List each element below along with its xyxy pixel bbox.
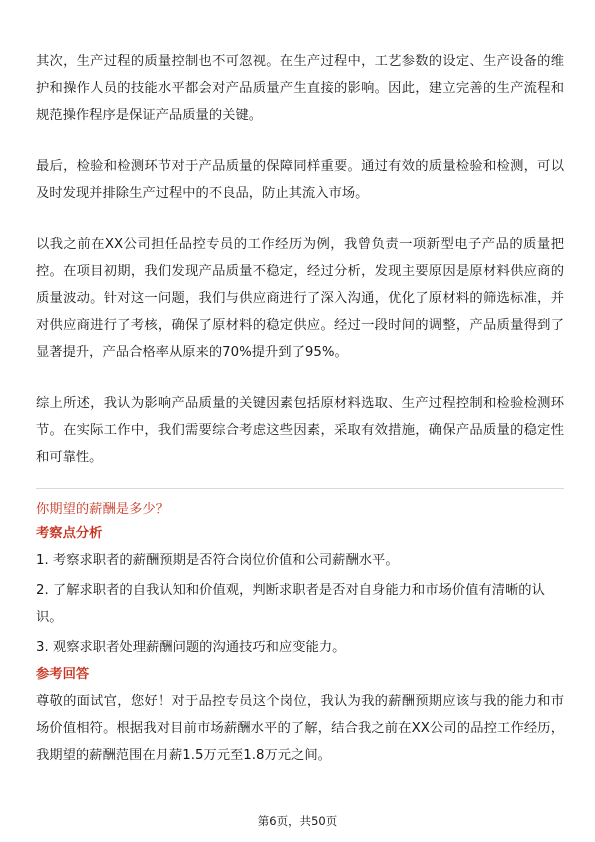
list-item: 1. 考察求职者的薪酬预期是否符合岗位价值和公司薪酬水平。 bbox=[36, 553, 399, 568]
page-number: 第6页，共50页 bbox=[257, 814, 338, 828]
list-item: 3. 观察求职者处理薪酬问题的沟通技巧和应变能力。 bbox=[36, 640, 346, 655]
paragraph-inspection: 最后，检验和检测环节对于产品质量的保障同样重要。通过有效的质量检验和检测，可以及时发现并排除生产过程中的不良品，防止其流入市场。 bbox=[36, 159, 564, 201]
paragraph-production-control: 其次，生产过程的质量控制也不可忽视。在生产过程中，工艺参数的设定、生产设备的维护和操作人员的技能水平都会对产品质量产生直接的影响。因此，建立完善的生产流程和规范操作程序是保证产品质量的关键。 bbox=[36, 54, 564, 123]
paragraph-summary: 综上所述，我认为影响产品质量的关键因素包括原材料选取、生产过程控制和检验检测环节。在实际工作中，我们需要综合考虑这些因素，采取有效措施，确保产品质量的稳定性和可靠性。 bbox=[36, 396, 564, 465]
analysis-heading: 考察点分析 bbox=[36, 526, 103, 541]
analysis-list bbox=[36, 547, 564, 661]
document-page bbox=[36, 48, 564, 769]
answer-heading: 参考回答 bbox=[36, 667, 90, 682]
list-item: 2. 了解求职者的自我认知和价值观，判断求职者是否对自身能力和市场价值有清晰的认识。 bbox=[36, 583, 545, 625]
question-heading: 你期望的薪酬是多少？ bbox=[36, 502, 169, 517]
section-divider bbox=[36, 488, 564, 489]
answer-text: 尊敬的面试官，您好！对于品控专员这个岗位，我认为我的薪酬预期应该与我的能力和市场价值相符。根据我对目前市场薪酬水平的了解，结合我之前在XX公司的品控工作经历，我期望的薪酬范围在月薪1.5万元至1.8万元之间。 bbox=[36, 694, 564, 763]
paragraph-work-example: 以我之前在XX公司担任品控专员的工作经历为例，我曾负责一项新型电子产品的质量把控。在项目初期，我们发现产品质量不稳定，经过分析，发现主要原因是原材料供应商的质量波动。针对这一问题，我们与供应商进行了深入沟通，优化了原材料的筛选标准，并对供应商进行了考核，确保了原材料的稳定供应。经过一段时间的调整，产品质量得到了显著提升，产品合格率从原来的70%提升到了95%。 bbox=[36, 237, 564, 360]
